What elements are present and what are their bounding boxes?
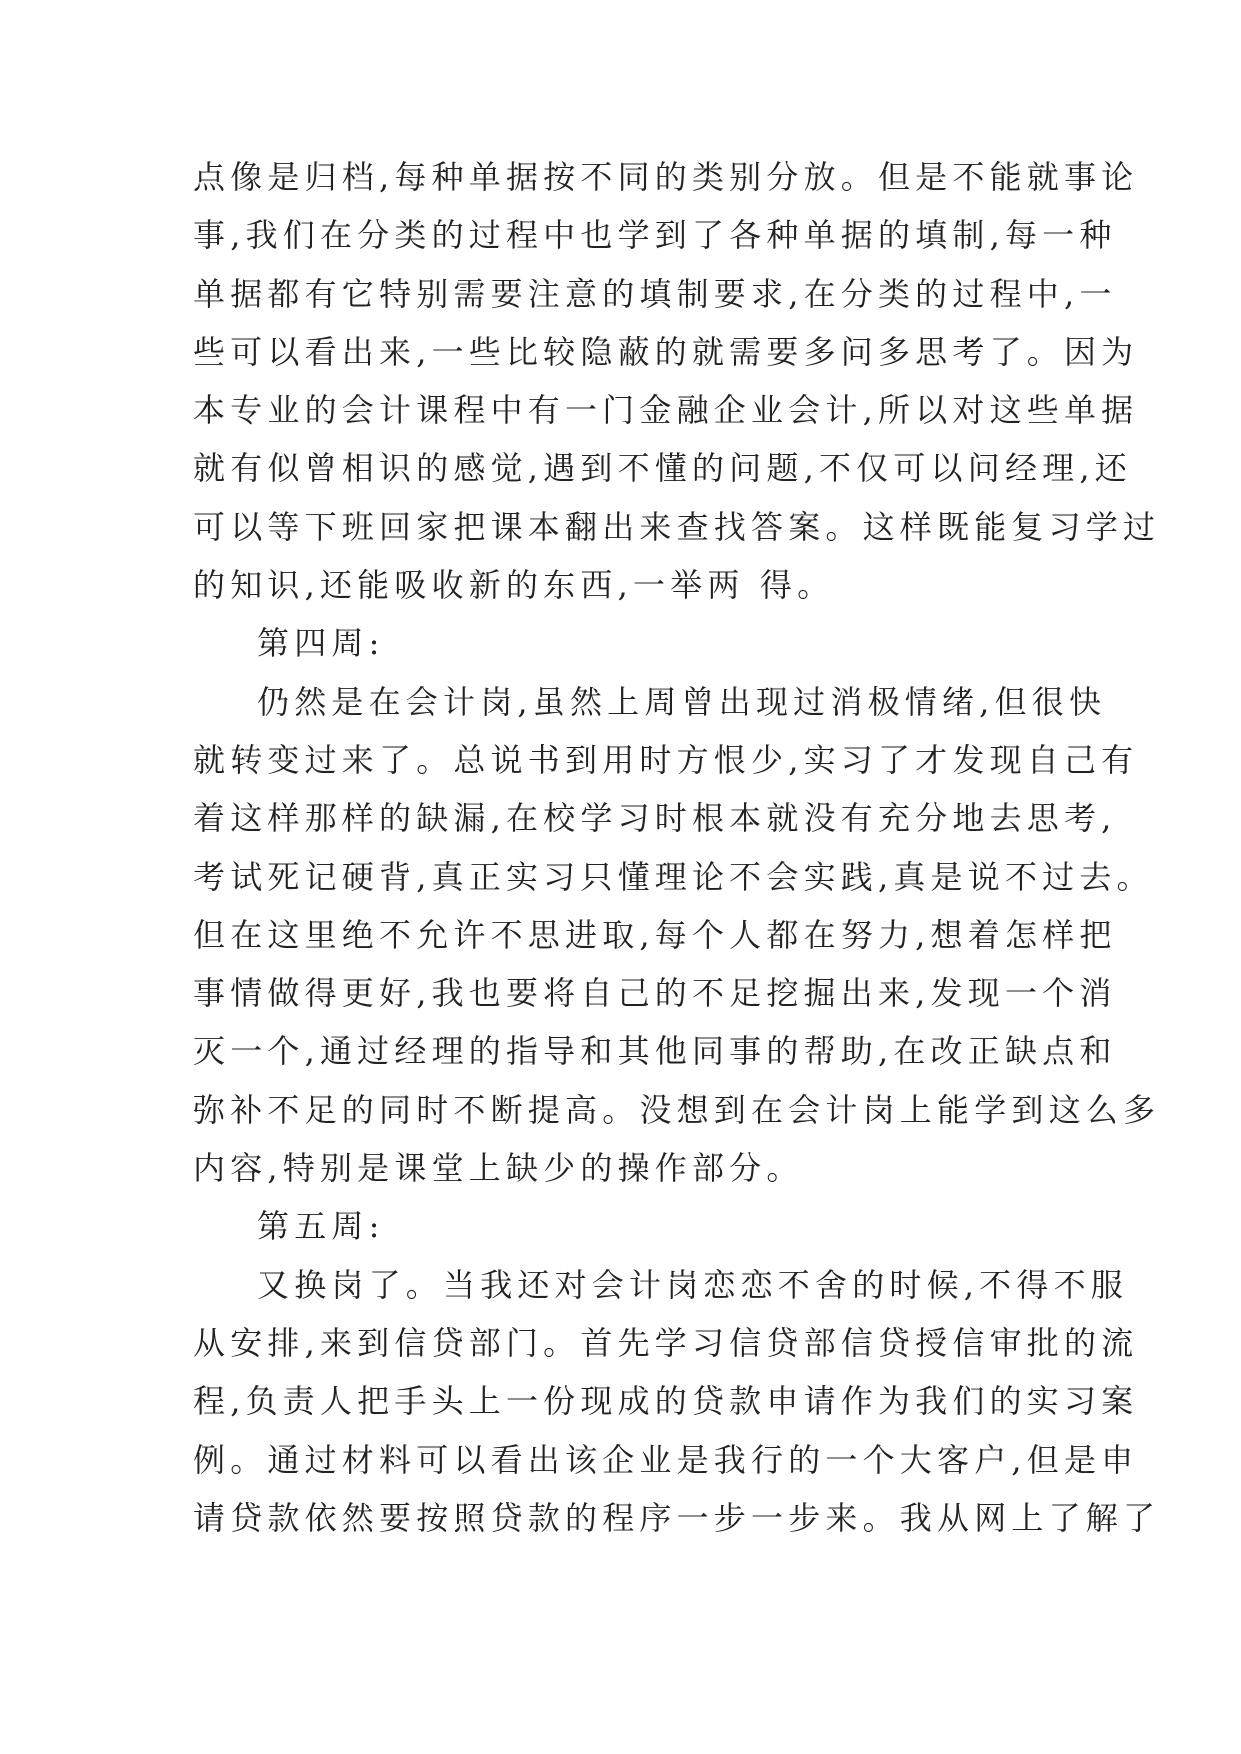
paragraph-line: 又换岗了。当我还对会计岗恋恋不舍的时候,不得不服: [257, 1265, 1128, 1304]
paragraph-line: 着这样那样的缺漏,在校学习时根本就没有充分地去思考,: [193, 799, 1117, 838]
paragraph-line: 考试死记硬背,真正实习只懂理论不会实践,真是说不过去。: [193, 857, 1154, 896]
paragraph-line: 些可以看出来,一些比较隐蔽的就需要多问多思考了。因为: [193, 332, 1139, 371]
paragraph-line: 但在这里绝不允许不思进取,每个人都在努力,想着怎样把: [193, 915, 1117, 954]
paragraph-line: 灭一个,通过经理的指导和其他同事的帮助,在改正缺点和: [193, 1032, 1117, 1071]
section-heading-week5: 第五周:: [257, 1207, 385, 1246]
paragraph-line: 可以等下班回家把课本翻出来查找答案。这样既能复习学过: [193, 507, 1161, 546]
section-heading-week4: 第四周:: [257, 624, 385, 663]
paragraph-line: 从安排,来到信贷部门。首先学习信贷部信贷授信审批的流: [193, 1323, 1139, 1362]
paragraph-line: 的知识,还能吸收新的东西,一举两 得。: [193, 566, 835, 605]
paragraph-line: 就有似曾相识的感觉,遇到不懂的问题,不仅可以问经理,还: [193, 449, 1132, 488]
paragraph-line: 本专业的会计课程中有一门金融企业会计,所以对这些单据: [193, 391, 1139, 430]
paragraph-line: 程,负责人把手头上一份现成的贷款申请作为我们的实习案: [193, 1382, 1139, 1421]
paragraph-line: 仍然是在会计岗,虽然上周曾出现过消极情绪,但很快: [257, 682, 1107, 721]
paragraph-line: 事,我们在分类的过程中也学到了各种单据的填制,每一种: [193, 216, 1117, 255]
paragraph-line: 单据都有它特别需要注意的填制要求,在分类的过程中,一: [193, 274, 1117, 313]
paragraph-line: 内容,特别是课堂上缺少的操作部分。: [193, 1149, 804, 1188]
paragraph-line: 事情做得更好,我也要将自己的不足挖掘出来,发现一个消: [193, 974, 1117, 1013]
paragraph-line: 请贷款依然要按照贷款的程序一步一步来。我从网上了解了: [193, 1498, 1161, 1537]
document-body: [193, 148, 1161, 1547]
paragraph-line: 就转变过来了。总说书到用时方恨少,实习了才发现自己有: [193, 740, 1139, 779]
paragraph-line: 例。通过材料可以看出该企业是我行的一个大客户,但是申: [193, 1440, 1139, 1479]
paragraph-line: 点像是归档,每种单据按不同的类别分放。但是不能就事论: [193, 158, 1139, 196]
paragraph-line: 弥补不足的同时不断提高。没想到在会计岗上能学到这么多: [193, 1090, 1161, 1129]
